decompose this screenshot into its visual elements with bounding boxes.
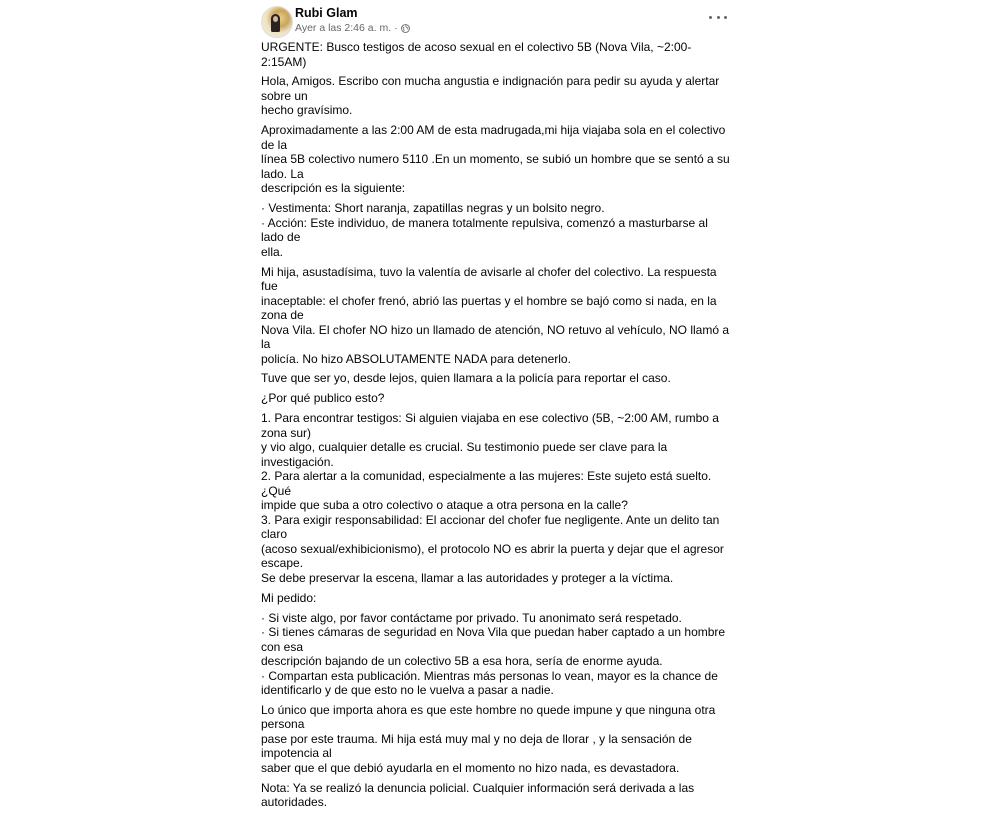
post-text-line: ¿Por qué publico esto? [261, 391, 385, 406]
post-body [261, 40, 731, 815]
post-text-line: pase por este trauma. Mi hija está muy mal y no deja de llorar , y la sensación de impotencia al [261, 731, 692, 761]
post-text-line: policía. No hizo ABSOLUTAMENTE NADA para detenerlo. [261, 351, 571, 366]
post-text-line: impide que suba a otro colectivo o ataque a otra persona en la calle? [261, 498, 628, 513]
post-paragraph [261, 265, 731, 367]
post-paragraph [261, 201, 731, 259]
post-text-line: identificarlo y de que esto no le vuelva a pasar a nadie. [261, 683, 554, 698]
post-text-line: 3. Para exigir responsabilidad: El accionar del chofer fue negligente. Ante un delito tan claro [261, 512, 720, 542]
post-text-line: descripción bajando de un colectivo 5B a esa hora, sería de enorme ayuda. [261, 654, 663, 669]
post-text-line: (acoso sexual/exhibicionismo), el protocolo NO es abrir la puerta y dejar que el agresor escape. [261, 541, 724, 571]
avatar-face [273, 16, 278, 22]
author-avatar[interactable] [261, 6, 293, 38]
post-text-line: · Compartan esta publicación. Mientras más personas lo vean, mayor es la chance de [261, 668, 718, 683]
globe-icon[interactable] [401, 24, 410, 33]
more-options-icon [724, 16, 727, 19]
post-text-line: Tuve que ser yo, desde lejos, quien llamara a la policía para reportar el caso. [261, 371, 671, 386]
post-text-line: Hola, Amigos. Escribo con mucha angustia e indignación para pedir su ayuda y alertar sobre un [261, 74, 720, 103]
post-text-line: y vio algo, cualquier detalle es crucial. Su testimonio puede ser clave para la investigación. [261, 440, 668, 469]
post-text-line: · Si viste algo, por favor contáctame por privado. Tu anonimato será respetado. [261, 610, 682, 625]
post-text-line: descripción es la siguiente: [261, 181, 406, 196]
post-timestamp[interactable]: Ayer a las 2:46 a. m. [295, 22, 392, 34]
post-text-line: Se debe preservar la escena, llamar a las autoridades y proteger a la víctima. [261, 570, 674, 585]
post-paragraph [261, 40, 731, 69]
post-text-line: saber que el que debió ayudarla en el momento no hizo nada, es devastadora. [261, 760, 680, 775]
post-header [261, 6, 741, 38]
post-paragraph [261, 781, 731, 810]
author-name[interactable]: Rubi Glam [295, 6, 358, 20]
post-paragraph [261, 371, 731, 386]
post-text-line: Lo único que importa ahora es que este hombre no quede impune y que ninguna otra persona [261, 702, 716, 732]
post-paragraph [261, 74, 731, 118]
post-text-line: inaceptable: el chofer frenó, abrió las puertas y el hombre se bajó como si nada, en la zona de [261, 293, 717, 323]
post-text-line: Mi pedido: [261, 590, 317, 605]
post-text-line: Mi hija, asustadísima, tuvo la valentía de avisarle al chofer del colectivo. La respuesta fue [261, 264, 717, 294]
post-text-line: hecho gravísimo. [261, 103, 353, 118]
post-text-line: · Vestimenta: Short naranja, zapatillas negras y un bolsito negro. [261, 201, 605, 216]
post-paragraph [261, 411, 731, 585]
post-text-line: 2. Para alertar a la comunidad, especialmente a las mujeres: Este sujeto está suelto. ¿Qué [261, 469, 712, 498]
post-text-line: ella. [261, 244, 284, 259]
post-text-line: · Acción: Este individuo, de manera totalmente repulsiva, comenzó a masturbarse al lado de [261, 215, 708, 245]
more-options-icon [709, 16, 712, 19]
post-paragraph [261, 703, 731, 776]
more-options-button[interactable] [709, 12, 727, 22]
post-text-line: Nota: Ya se realizó la denuncia policial. Cualquier información será derivada a las autoridades. [261, 780, 695, 810]
post-paragraph [261, 611, 731, 698]
post-paragraph [261, 391, 731, 406]
facebook-post [250, 0, 740, 810]
post-text-line: Nova Vila. El chofer NO hizo un llamado de atención, NO retuvo al vehículo, NO llamó a la [261, 322, 730, 352]
post-paragraph [261, 591, 731, 606]
post-text-line: Aproximadamente a las 2:00 AM de esta madrugada,mi hija viajaba sola en el colectivo de la [261, 123, 726, 152]
post-text-line: línea 5B colectivo numero 5110 .En un momento, se subió un hombre que se sentó a su lado. La [261, 152, 730, 181]
post-text-line: URGENTE: Busco testigos de acoso sexual en el colectivo 5B (Nova Vila, ~2:00- 2:15AM) [261, 40, 692, 69]
more-options-icon [717, 16, 720, 19]
post-text-line: · Si tienes cámaras de seguridad en Nova Vila que puedan haber captado a un hombre con esa [261, 625, 726, 654]
post-text-line: 1. Para encontrar testigos: Si alguien viajaba en ese colectivo (5B, ~2:00 AM, rumbo a zona sur) [261, 411, 719, 440]
post-paragraph [261, 123, 731, 196]
meta-separator: · [394, 22, 398, 34]
post-meta [295, 22, 410, 34]
